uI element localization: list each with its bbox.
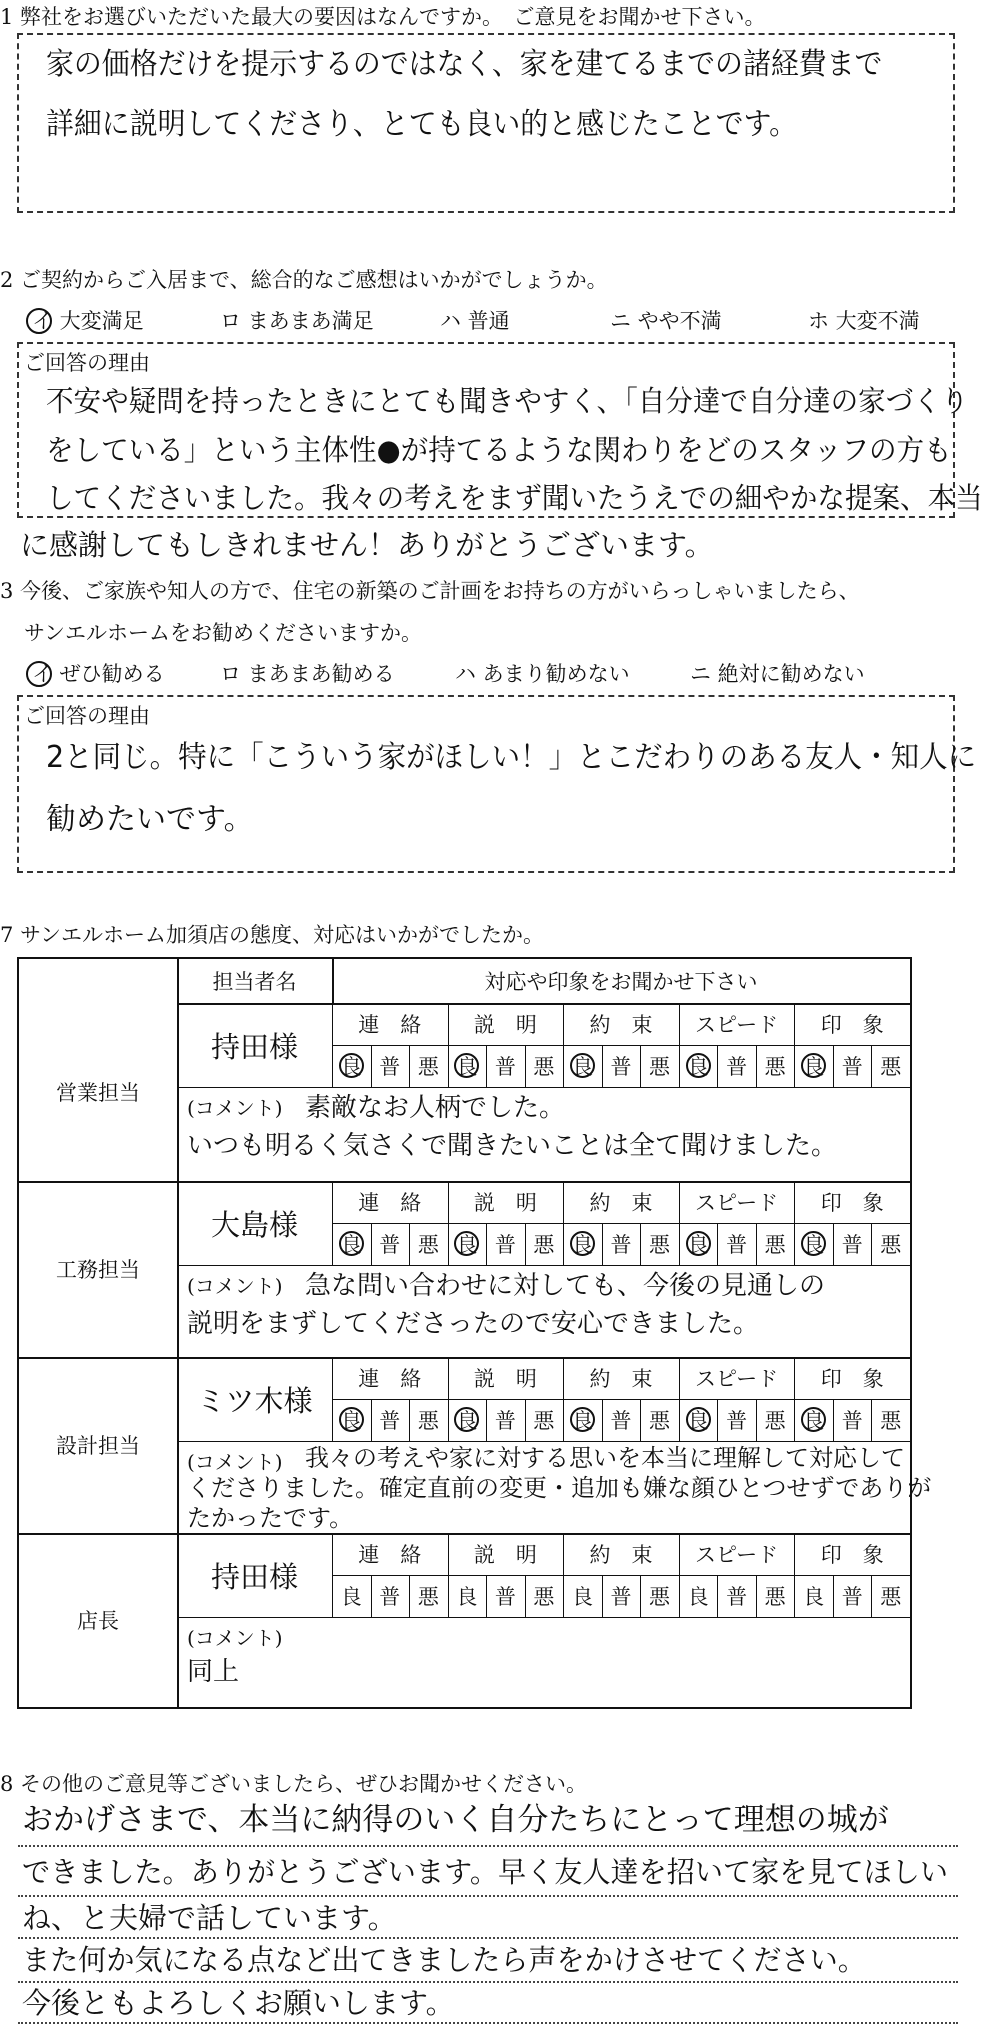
grade-option: 良	[340, 1055, 362, 1079]
question-2: 2 ご契約からご入居まで、総合的なご感想はいかがでしょうか。	[0, 268, 608, 292]
answer-3-line-2: 勧めたいです。	[46, 802, 254, 837]
grade-option: 良	[571, 1055, 593, 1079]
reason-label-3: ご回答の理由	[24, 704, 150, 728]
comment-line: 我々の考えや家に対する思いを本当に理解して対応して	[305, 1444, 905, 1472]
category-label: 印 象	[820, 1013, 884, 1037]
category-label: 約 束	[589, 1191, 653, 1215]
grade-option: 悪	[649, 1585, 671, 1609]
question-8: 8 その他のご意見等ございましたら、ぜひお聞かせください。	[0, 1772, 588, 1796]
category-label: 説 明	[473, 1367, 537, 1391]
evaluation-table	[17, 957, 932, 1709]
header-impression: 対応や印象をお聞かせ下さい	[484, 970, 758, 994]
category-label: 印 象	[820, 1543, 884, 1567]
grade-option: 普	[841, 1409, 863, 1433]
grade-option: 悪	[533, 1585, 555, 1609]
grade-option: 普	[610, 1585, 632, 1609]
row-role: 店長	[77, 1609, 119, 1633]
option-2-4: ニ やや不満	[610, 309, 722, 333]
category-label: 説 明	[473, 1191, 537, 1215]
comment-line: 素敵なお人柄でした。	[305, 1093, 566, 1123]
grade-option: 良	[687, 1585, 709, 1609]
grade-option: 良	[687, 1409, 709, 1433]
option-3-2: ロ まあまあ勧める	[220, 662, 395, 686]
grade-option: 悪	[417, 1409, 439, 1433]
grade-option: 悪	[880, 1233, 902, 1257]
grade-option: 良	[571, 1585, 593, 1609]
grade-option: 良	[687, 1233, 709, 1257]
header-person: 担当者名	[212, 970, 297, 994]
grade-option: 普	[841, 1585, 863, 1609]
grade-option: 悪	[764, 1409, 786, 1433]
category-label: 印 象	[820, 1191, 884, 1215]
grade-option: 悪	[533, 1055, 555, 1079]
grade-selected-circle	[801, 1231, 826, 1256]
grade-option: 悪	[764, 1233, 786, 1257]
grade-option: 悪	[880, 1585, 902, 1609]
option-3-4: ニ 絶対に勧めない	[690, 662, 865, 686]
grade-option: 良	[803, 1233, 825, 1257]
reason-label-2: ご回答の理由	[24, 351, 150, 375]
grade-selected-circle	[570, 1053, 595, 1078]
row-person: 持田様	[210, 1559, 298, 1594]
grade-option: 普	[494, 1409, 516, 1433]
answer-2-line-4: に感謝してもしきれません！ありがとうございます。	[20, 528, 714, 562]
question-1: 1 弊社をお選びいただいた最大の要因はなんですか。 ご意見をお聞かせ下さい。	[0, 5, 766, 29]
grade-option: 普	[726, 1055, 748, 1079]
question-3-line-2: サンエルホームをお勧めくださいますか。	[24, 621, 422, 645]
grade-option: 悪	[533, 1233, 555, 1257]
grade-option: 悪	[880, 1055, 902, 1079]
option-2-2: ロ まあまあ満足	[220, 309, 374, 333]
option-2-1: イ 大変満足	[32, 309, 144, 333]
grade-option: 普	[494, 1585, 516, 1609]
category-label: 約 束	[589, 1367, 653, 1391]
grade-option: 良	[687, 1055, 709, 1079]
answer-8-line-1: おかげさまで、本当に納得のいく自分たちにとって理想の城が	[22, 1802, 889, 1838]
question-7: 7 サンエルホーム加須店の態度、対応はいかがでしたか。	[0, 923, 544, 947]
answer-2-line-1: 不安や疑問を持ったときにとても聞きやすく、「自分達で自分達の家づくり	[46, 384, 969, 418]
grade-option: 普	[610, 1233, 632, 1257]
grade-option: 良	[340, 1585, 362, 1609]
answer-8-line-4: また何か気になる点など出てきましたら声をかけさせてください。	[22, 1943, 866, 1977]
grade-option: 良	[571, 1409, 593, 1433]
grade-option: 良	[456, 1409, 478, 1433]
comment-line: たかったです。	[187, 1504, 354, 1532]
grade-selected-circle	[339, 1053, 364, 1078]
category-label: 印 象	[820, 1367, 884, 1391]
grade-selected-circle	[570, 1231, 595, 1256]
answer-8-line-2: できました。ありがとうございます。早く友人達を招いて家を見てほしい	[22, 1855, 949, 1889]
category-label: 連 絡	[358, 1191, 422, 1215]
grade-option: 良	[340, 1409, 362, 1433]
grade-option: 悪	[533, 1409, 555, 1433]
grade-option: 普	[841, 1233, 863, 1257]
grade-selected-circle	[570, 1407, 595, 1432]
answer-8-line-3: ね、と夫婦で話しています。	[22, 1901, 397, 1935]
category-label: 連 絡	[358, 1543, 422, 1567]
grade-option: 良	[803, 1055, 825, 1079]
category-label: 説 明	[473, 1543, 537, 1567]
row-person: ミツ木様	[196, 1383, 313, 1418]
row-role: 設計担当	[56, 1434, 140, 1458]
category-label: 連 絡	[358, 1367, 422, 1391]
answer-1-line-1: 家の価格だけを提示するのではなく、家を建てるまでの諸経費まで	[46, 47, 883, 82]
question-3-line-1: 3 今後、ご家族や知人の方で、住宅の新築のご計画をお持ちの方がいらっしゃいましたら、	[0, 579, 860, 603]
grade-option: 悪	[764, 1585, 786, 1609]
grade-option: 普	[610, 1055, 632, 1079]
category-label: 説 明	[473, 1013, 537, 1037]
category-label: スピード	[695, 1191, 779, 1215]
row-role: 工務担当	[56, 1258, 140, 1282]
grade-option: 良	[340, 1233, 362, 1257]
grade-option: 悪	[649, 1409, 671, 1433]
grade-option: 普	[841, 1055, 863, 1079]
comment-line: 急な問い合わせに対しても、今後の見通しの	[305, 1271, 826, 1301]
grade-option: 良	[456, 1055, 478, 1079]
comment-label: (コメント)	[187, 1096, 283, 1120]
comment-line: いつも明るく気さくで聞きたいことは全て聞けました。	[187, 1131, 838, 1161]
grade-option: 普	[379, 1409, 401, 1433]
grade-option: 悪	[649, 1233, 671, 1257]
grade-option: 普	[726, 1409, 748, 1433]
grade-option: 普	[610, 1409, 632, 1433]
comment-line: 同上	[187, 1657, 240, 1687]
grade-option: 悪	[880, 1409, 902, 1433]
category-label: スピード	[695, 1367, 779, 1391]
comment-line: 説明をまずしてくださったので安心できました。	[187, 1309, 760, 1339]
grade-option: 普	[379, 1585, 401, 1609]
category-label: 約 束	[589, 1013, 653, 1037]
category-label: 約 束	[589, 1543, 653, 1567]
reason-box-3	[17, 695, 955, 873]
grade-option: 良	[456, 1233, 478, 1257]
grade-option: 悪	[764, 1055, 786, 1079]
category-label: スピード	[695, 1543, 779, 1567]
grade-option: 普	[494, 1233, 516, 1257]
grade-option: 良	[803, 1409, 825, 1433]
comment-line: くださりました。確定直前の変更・追加も嫌な顔ひとつせずでありが	[187, 1474, 932, 1502]
comment-label: (コメント)	[187, 1450, 283, 1474]
grade-option: 悪	[417, 1585, 439, 1609]
option-3-3: ハ あまり勧めない	[455, 662, 630, 686]
row-role: 営業担当	[56, 1081, 140, 1105]
answer-8-line-5: 今後ともよろしくお願いします。	[22, 1986, 455, 2020]
grade-option: 普	[379, 1233, 401, 1257]
answer-1-line-2: 詳細に説明してくださり、とても良い的と感じたことです。	[46, 107, 798, 142]
grade-option: 普	[726, 1585, 748, 1609]
grade-option: 悪	[417, 1233, 439, 1257]
grade-selected-circle	[339, 1231, 364, 1256]
row-person: 大島様	[210, 1207, 298, 1242]
grade-selected-circle	[801, 1407, 826, 1432]
grade-option: 普	[494, 1055, 516, 1079]
grade-selected-circle	[339, 1407, 364, 1432]
comment-label: (コメント)	[187, 1274, 283, 1298]
answer-2-line-3: してくださいました。我々の考えをまず聞いたうえでの細やかな提案、本当	[46, 481, 983, 515]
grade-option: 良	[571, 1233, 593, 1257]
grade-option: 悪	[417, 1055, 439, 1079]
option-2-3: ハ 普通	[440, 309, 510, 333]
row-person: 持田様	[210, 1029, 298, 1064]
grade-selected-circle	[801, 1053, 826, 1078]
comment-label: (コメント)	[187, 1626, 283, 1650]
answer-2-line-2: をしている」という主体性●が持てるような関わりをどのスタッフの方も	[46, 433, 952, 467]
grade-selected-circle	[686, 1407, 711, 1432]
option-3-1: イ ぜひ勧める	[32, 662, 165, 686]
grade-selected-circle	[686, 1053, 711, 1078]
grade-option: 良	[803, 1585, 825, 1609]
grade-option: 悪	[649, 1055, 671, 1079]
category-label: 連 絡	[358, 1013, 422, 1037]
grade-option: 良	[456, 1585, 478, 1609]
answer-3-line-1: 2と同じ。特に「こういう家がほしい！」とこだわりのある友人・知人に	[46, 740, 977, 775]
category-label: スピード	[695, 1013, 779, 1037]
header-blank	[19, 959, 177, 1003]
grade-option: 普	[726, 1233, 748, 1257]
grade-option: 普	[379, 1055, 401, 1079]
option-2-5: ホ 大変不満	[808, 309, 920, 333]
grade-selected-circle	[686, 1231, 711, 1256]
